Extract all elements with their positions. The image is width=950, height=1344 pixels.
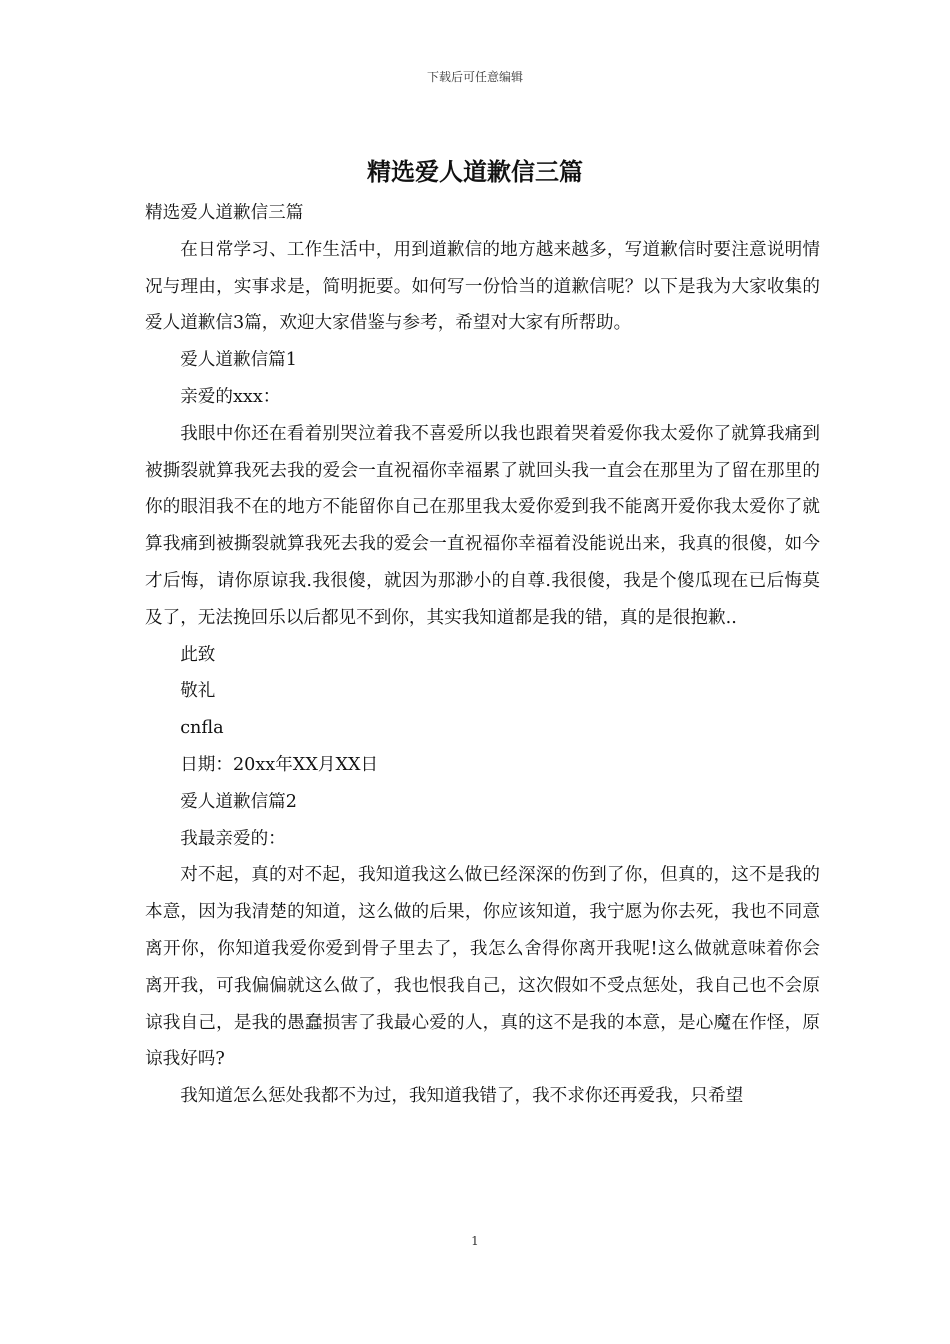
letter1-closing-2: 敬礼 (180, 681, 216, 702)
page-number: 1 (471, 1234, 479, 1248)
document-title: 精选爱人道歉信三篇 (367, 157, 583, 186)
subtitle: 精选爱人道歉信三篇 (145, 203, 304, 223)
letter2-salutation: 我最亲爱的： (180, 828, 286, 849)
letter2-body-2: 我知道怎么惩处我都不为过，我知道我错了，我不求你还再爱我，只希望 (180, 1086, 744, 1107)
letter1-signature: cnfla (180, 718, 224, 739)
letter1-heading: 爱人道歉信篇1 (180, 350, 297, 371)
letter2-body-1: 对不起，真的对不起，我知道我这么做已经深深的伤到了你，但真的，这不是我的本意，因为我清楚的知道，这么做的后果，你应该知道，我宁愿为你去死，我也不同意离开你，你知道我爱你爱到骨子里去了，我怎么舍得你离开我呢!这么做就意味着你会离开我，可我偏偏就这么做了，我也恨我自己，这次假如不受点惩处，我自己也不会原谅我自己，是我的愚蠢损害了我最心爱的人，真的这不是我的本意，是心魔在作怪，原谅我好吗? (145, 865, 820, 1070)
document-body (145, 195, 820, 1115)
letter2-heading: 爱人道歉信篇2 (180, 791, 297, 812)
letter1-salutation: 亲爱的xxx： (180, 386, 281, 407)
header-note: 下载后可任意编辑 (426, 70, 523, 84)
letter1-closing-1: 此致 (180, 644, 216, 665)
intro-paragraph: 在日常学习、工作生活中，用到道歉信的地方越来越多，写道歉信时要注意说明情况与理由，实事求是，简明扼要。如何写一份恰当的道歉信呢？以下是我为大家收集的爱人道歉信3篇，欢迎大家借鉴与参考，希望对大家有所帮助。 (145, 239, 820, 334)
letter1-date: 日期：20xx年XX月XX日 (180, 754, 379, 775)
letter1-body: 我眼中你还在看着别哭泣着我不喜爱所以我也跟着哭着爱你我太爱你了就算我痛到被撕裂就算我死去我的爱会一直祝福你幸福累了就回头我一直会在那里为了留在那里的你的眼泪我不在的地方不能留你自己在那里我太爱你爱到我不能离开爱你我太爱你了就算我痛到被撕裂就算我死去我的爱会一直祝福你幸福着没能说出来，我真的很傻，如今才后悔，请你原谅我.我很傻，就因为那渺小的自尊.我很傻，我是个傻瓜现在已后悔莫及了，无法挽回乐以后都见不到你，其实我知道都是我的错，真的是很抱歉.. (145, 423, 820, 628)
